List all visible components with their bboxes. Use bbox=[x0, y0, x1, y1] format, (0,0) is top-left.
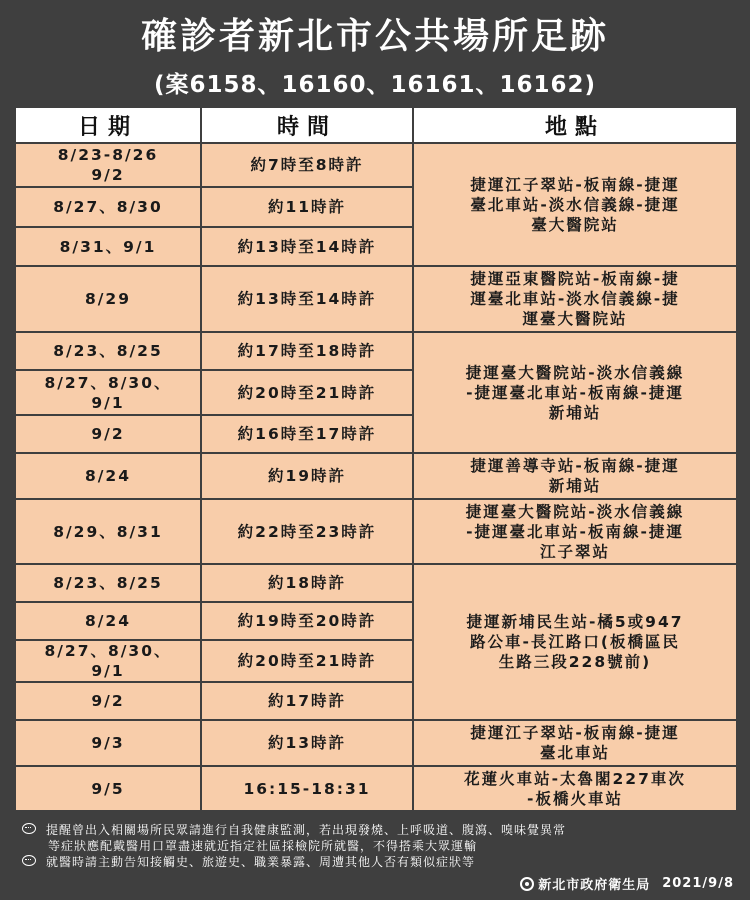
place-cell: 捷運亞東醫院站-板南線-捷 運臺北車站-淡水信義線-捷 運臺大醫院站 bbox=[413, 266, 737, 332]
time-cell: 約11時許 bbox=[201, 187, 413, 227]
time-cell: 約7時至8時許 bbox=[201, 143, 413, 187]
table-row bbox=[15, 720, 737, 766]
time-cell: 約16時至17時許 bbox=[201, 415, 413, 453]
time-cell: 約13時至14時許 bbox=[201, 227, 413, 266]
date-cell: 8/27、8/30、 9/1 bbox=[15, 370, 201, 415]
date-cell: 8/29 bbox=[15, 266, 201, 332]
table-row bbox=[15, 564, 737, 602]
table-header-row bbox=[15, 107, 737, 143]
time-cell: 約18時許 bbox=[201, 564, 413, 602]
time-cell: 約13時許 bbox=[201, 720, 413, 766]
place-cell: 花蓮火車站-太魯閣227車次 -板橋火車站 bbox=[413, 766, 737, 811]
place-cell: 捷運臺大醫院站-淡水信義線 -捷運臺北車站-板南線-捷運 江子翠站 bbox=[413, 499, 737, 564]
date-cell: 8/23、8/25 bbox=[15, 564, 201, 602]
date-cell: 8/24 bbox=[15, 602, 201, 640]
table-row bbox=[15, 332, 737, 370]
table-row bbox=[15, 266, 737, 332]
date-cell: 8/27、8/30、 9/1 bbox=[15, 640, 201, 682]
date-cell: 8/24 bbox=[15, 453, 201, 499]
health-bureau-logo-icon bbox=[520, 877, 534, 891]
place-cell: 捷運江子翠站-板南線-捷運 臺北車站-淡水信義線-捷運 臺大醫院站 bbox=[413, 143, 737, 266]
table-row bbox=[15, 453, 737, 499]
place-cell: 捷運善導寺站-板南線-捷運 新埔站 bbox=[413, 453, 737, 499]
time-cell: 約19時許 bbox=[201, 453, 413, 499]
date-cell: 8/29、8/31 bbox=[15, 499, 201, 564]
header-time: 時間 bbox=[201, 107, 413, 143]
footer-org: 新北市政府衛生局 bbox=[538, 878, 651, 893]
time-cell: 約20時至21時許 bbox=[201, 370, 413, 415]
date-cell: 9/3 bbox=[15, 720, 201, 766]
header-date: 日期 bbox=[15, 107, 201, 143]
place-cell: 捷運新埔民生站-橘5或947 路公車-長江路口(板橋區民 生路三段228號前) bbox=[413, 564, 737, 720]
time-cell: 約20時至21時許 bbox=[201, 640, 413, 682]
footprint-table bbox=[14, 106, 738, 812]
table-row bbox=[15, 143, 737, 187]
case-numbers-subtitle: (案6158、16160、16161、16162) bbox=[153, 72, 597, 98]
chat-bubble-icon bbox=[22, 823, 36, 834]
table-row bbox=[15, 766, 737, 811]
date-cell: 8/23-8/26 9/2 bbox=[15, 143, 201, 187]
notice-text: 等症狀應配戴醫用口罩盡速就近指定社區採檢院所就醫，不得搭乘大眾運輸 bbox=[48, 839, 478, 853]
notice-line bbox=[22, 822, 742, 838]
time-cell: 約13時至14時許 bbox=[201, 266, 413, 332]
time-cell: 16:15-18:31 bbox=[201, 766, 413, 811]
time-cell: 約22時至23時許 bbox=[201, 499, 413, 564]
footer bbox=[520, 874, 734, 893]
notice-line bbox=[22, 854, 742, 870]
notice-text: 就醫時請主動告知接觸史、旅遊史、職業暴露、周遭其他人否有類似症狀等 bbox=[46, 855, 476, 869]
notice-text: 提醒曾出入相關場所民眾請進行自我健康監測，若出現發燒、上呼吸道、腹瀉、嗅味覺異常 bbox=[46, 823, 567, 837]
header-place: 地點 bbox=[413, 107, 737, 143]
table-row bbox=[15, 499, 737, 564]
page-title: 確診者新北市公共場所足跡 bbox=[140, 16, 609, 57]
footer-date: 2021/9/8 bbox=[662, 876, 734, 891]
date-cell: 8/31、9/1 bbox=[15, 227, 201, 266]
date-cell: 8/23、8/25 bbox=[15, 332, 201, 370]
place-cell: 捷運臺大醫院站-淡水信義線 -捷運臺北車站-板南線-捷運 新埔站 bbox=[413, 332, 737, 453]
time-cell: 約17時許 bbox=[201, 682, 413, 720]
date-cell: 9/5 bbox=[15, 766, 201, 811]
time-cell: 約19時至20時許 bbox=[201, 602, 413, 640]
notice-line bbox=[22, 838, 742, 854]
notice-section bbox=[22, 822, 742, 870]
date-cell: 9/2 bbox=[15, 682, 201, 720]
place-cell: 捷運江子翠站-板南線-捷運 臺北車站 bbox=[413, 720, 737, 766]
date-cell: 8/27、8/30 bbox=[15, 187, 201, 227]
date-cell: 9/2 bbox=[15, 415, 201, 453]
chat-bubble-icon bbox=[22, 855, 36, 866]
time-cell: 約17時至18時許 bbox=[201, 332, 413, 370]
